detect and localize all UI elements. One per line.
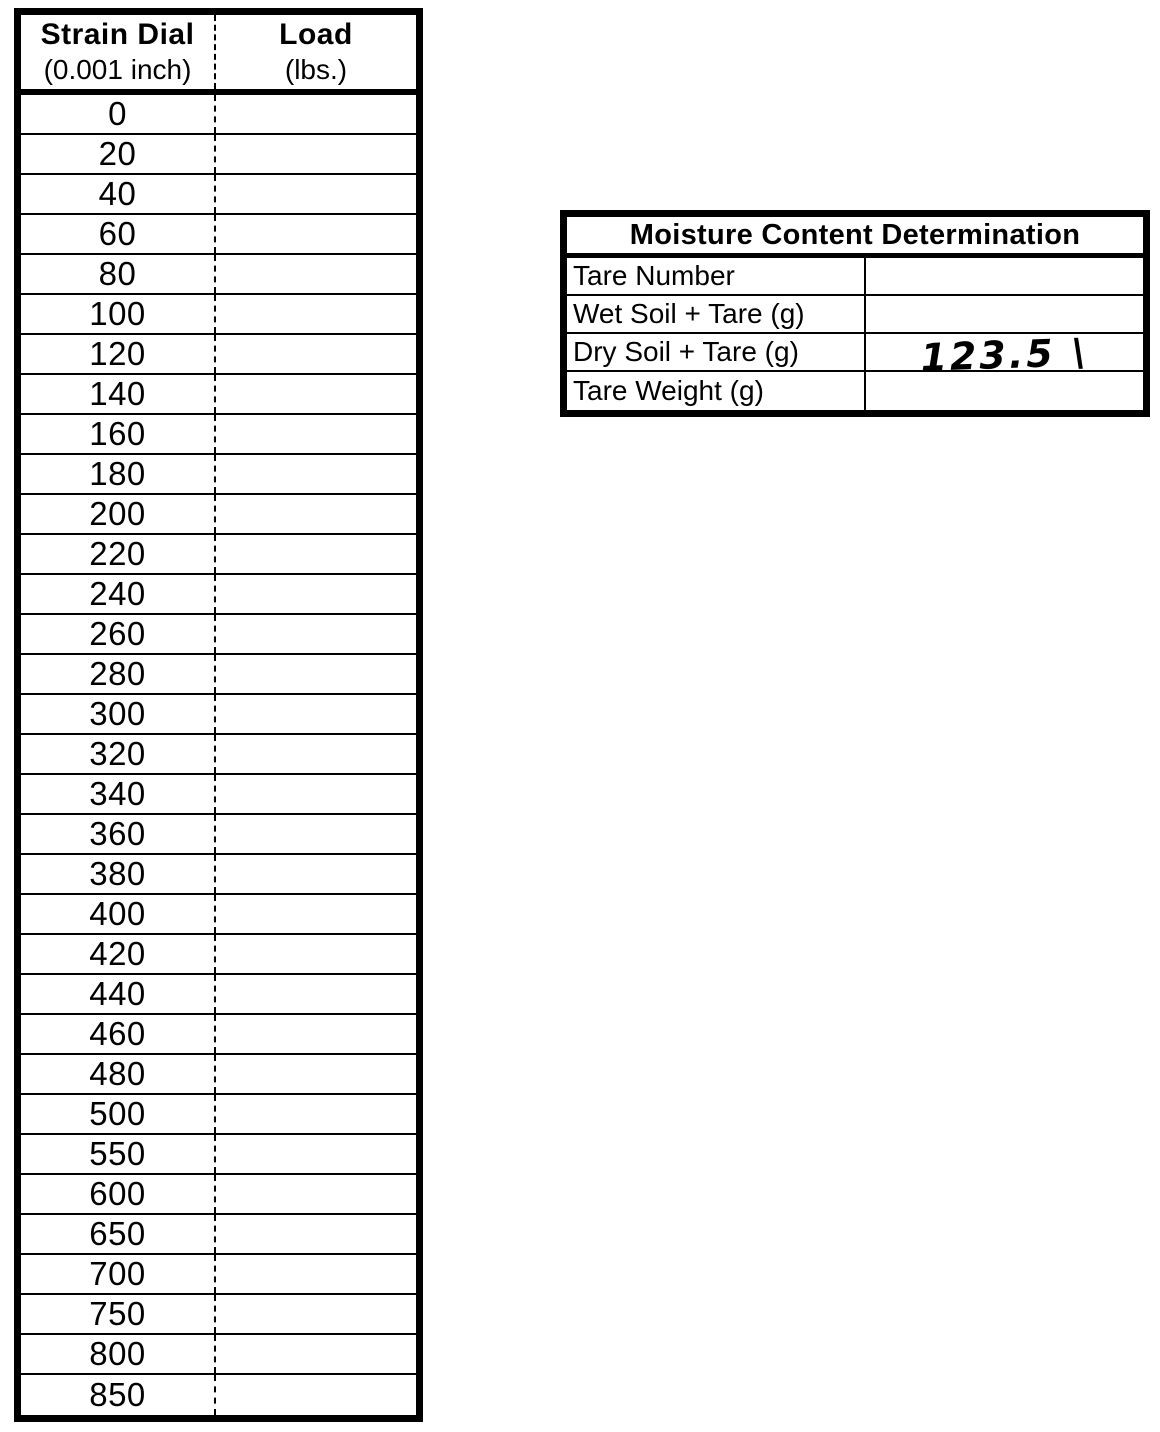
load-cell: [216, 415, 416, 453]
strain-dial-cell: 650: [21, 1215, 216, 1253]
load-cell: [216, 575, 416, 613]
strain-dial-cell: 180: [21, 455, 216, 493]
load-units: (lbs.): [284, 54, 348, 86]
table-row: [21, 135, 416, 175]
load-cell: [216, 535, 416, 573]
table-row: [21, 1335, 416, 1375]
table-row: [21, 655, 416, 695]
load-cell: [216, 935, 416, 973]
table-row: [567, 258, 1143, 296]
strain-dial-title: Strain Dial: [40, 17, 195, 51]
strain-dial-cell: 380: [21, 855, 216, 893]
load-cell: [216, 1295, 416, 1333]
load-cell: [216, 1015, 416, 1053]
table-row: [21, 1095, 416, 1135]
strain-dial-cell: 360: [21, 815, 216, 853]
strain-dial-cell: 100: [21, 295, 216, 333]
strain-dial-cell: 220: [21, 535, 216, 573]
strain-dial-cell: 20: [21, 135, 216, 173]
handwritten-value: 123.5 \: [919, 330, 1090, 380]
strain-dial-cell: 120: [21, 335, 216, 373]
load-cell: [216, 495, 416, 533]
table-row: [21, 1215, 416, 1255]
table-row: [21, 1295, 416, 1335]
strain-dial-cell: 260: [21, 615, 216, 653]
table-row: [21, 495, 416, 535]
strain-dial-units: (0.001 inch): [43, 54, 192, 86]
load-cell: [216, 1255, 416, 1293]
load-cell: [216, 1215, 416, 1253]
moisture-content-table: [560, 210, 1150, 417]
strain-dial-cell: 800: [21, 1335, 216, 1373]
table-row: [21, 95, 416, 135]
table-row: [21, 735, 416, 775]
strain-dial-cell: 750: [21, 1295, 216, 1333]
table-row: [567, 296, 1143, 334]
table-row: [21, 1255, 416, 1295]
strain-dial-cell: 40: [21, 175, 216, 213]
load-cell: [216, 1175, 416, 1213]
strain-dial-cell: 700: [21, 1255, 216, 1293]
strain-load-table: [14, 8, 423, 1422]
strain-dial-cell: 140: [21, 375, 216, 413]
load-cell: [216, 135, 416, 173]
load-cell: [216, 1055, 416, 1093]
table-row: [21, 215, 416, 255]
load-cell: [216, 815, 416, 853]
load-cell: [216, 255, 416, 293]
moisture-value: [866, 258, 1143, 294]
strain-table-body: [21, 95, 416, 1415]
table-row: [21, 1055, 416, 1095]
load-cell: [216, 655, 416, 693]
table-row: [21, 415, 416, 455]
load-title: Load: [279, 17, 353, 51]
load-cell: [216, 95, 416, 133]
table-row: [21, 895, 416, 935]
moisture-table-body: [567, 258, 1143, 410]
load-cell: [216, 615, 416, 653]
strain-dial-cell: 160: [21, 415, 216, 453]
moisture-table-title: Moisture Content Determination: [567, 217, 1143, 258]
moisture-label: Tare Weight (g): [567, 372, 866, 410]
strain-dial-cell: 320: [21, 735, 216, 773]
moisture-value: [866, 372, 1143, 410]
strain-table-header: [21, 15, 416, 95]
strain-dial-cell: 80: [21, 255, 216, 293]
table-row: [21, 1375, 416, 1415]
table-row: [21, 335, 416, 375]
table-row: [21, 255, 416, 295]
table-row: [21, 535, 416, 575]
strain-dial-cell: 460: [21, 1015, 216, 1053]
moisture-label: Wet Soil + Tare (g): [567, 296, 866, 332]
table-row: [21, 375, 416, 415]
load-column-header: [216, 15, 416, 89]
load-cell: [216, 775, 416, 813]
table-row: [21, 295, 416, 335]
strain-dial-cell: 440: [21, 975, 216, 1013]
table-row: [21, 935, 416, 975]
load-cell: [216, 175, 416, 213]
strain-dial-cell: 300: [21, 695, 216, 733]
strain-dial-column-header: [21, 15, 216, 89]
table-row: [21, 695, 416, 735]
load-cell: [216, 335, 416, 373]
table-row: [21, 1015, 416, 1055]
load-cell: [216, 455, 416, 493]
load-cell: [216, 695, 416, 733]
table-row: [21, 455, 416, 495]
table-row: [21, 575, 416, 615]
table-row: [21, 815, 416, 855]
load-cell: [216, 735, 416, 773]
table-row: [21, 775, 416, 815]
table-row: [21, 975, 416, 1015]
load-cell: [216, 1375, 416, 1415]
strain-dial-cell: 200: [21, 495, 216, 533]
strain-dial-cell: 60: [21, 215, 216, 253]
strain-dial-cell: 240: [21, 575, 216, 613]
strain-dial-cell: 500: [21, 1095, 216, 1133]
table-row: [21, 615, 416, 655]
table-row: [21, 175, 416, 215]
load-cell: [216, 1095, 416, 1133]
table-row: [21, 1135, 416, 1175]
load-cell: [216, 215, 416, 253]
load-cell: [216, 375, 416, 413]
table-row: [567, 372, 1143, 410]
strain-dial-cell: 280: [21, 655, 216, 693]
load-cell: [216, 895, 416, 933]
strain-dial-cell: 550: [21, 1135, 216, 1173]
strain-dial-cell: 340: [21, 775, 216, 813]
strain-dial-cell: 420: [21, 935, 216, 973]
strain-dial-cell: 480: [21, 1055, 216, 1093]
load-cell: [216, 295, 416, 333]
load-cell: [216, 1335, 416, 1373]
table-row: [567, 330, 1143, 380]
load-cell: [216, 975, 416, 1013]
table-row: [21, 855, 416, 895]
moisture-label: Dry Soil + Tare (g): [567, 334, 866, 370]
strain-dial-cell: 850: [21, 1375, 216, 1415]
moisture-label: Tare Number: [567, 258, 866, 294]
table-row: [21, 1175, 416, 1215]
strain-dial-cell: 600: [21, 1175, 216, 1213]
load-cell: [216, 1135, 416, 1173]
strain-dial-cell: 0: [21, 95, 216, 133]
strain-dial-cell: 400: [21, 895, 216, 933]
moisture-value: [866, 296, 1143, 332]
load-cell: [216, 855, 416, 893]
